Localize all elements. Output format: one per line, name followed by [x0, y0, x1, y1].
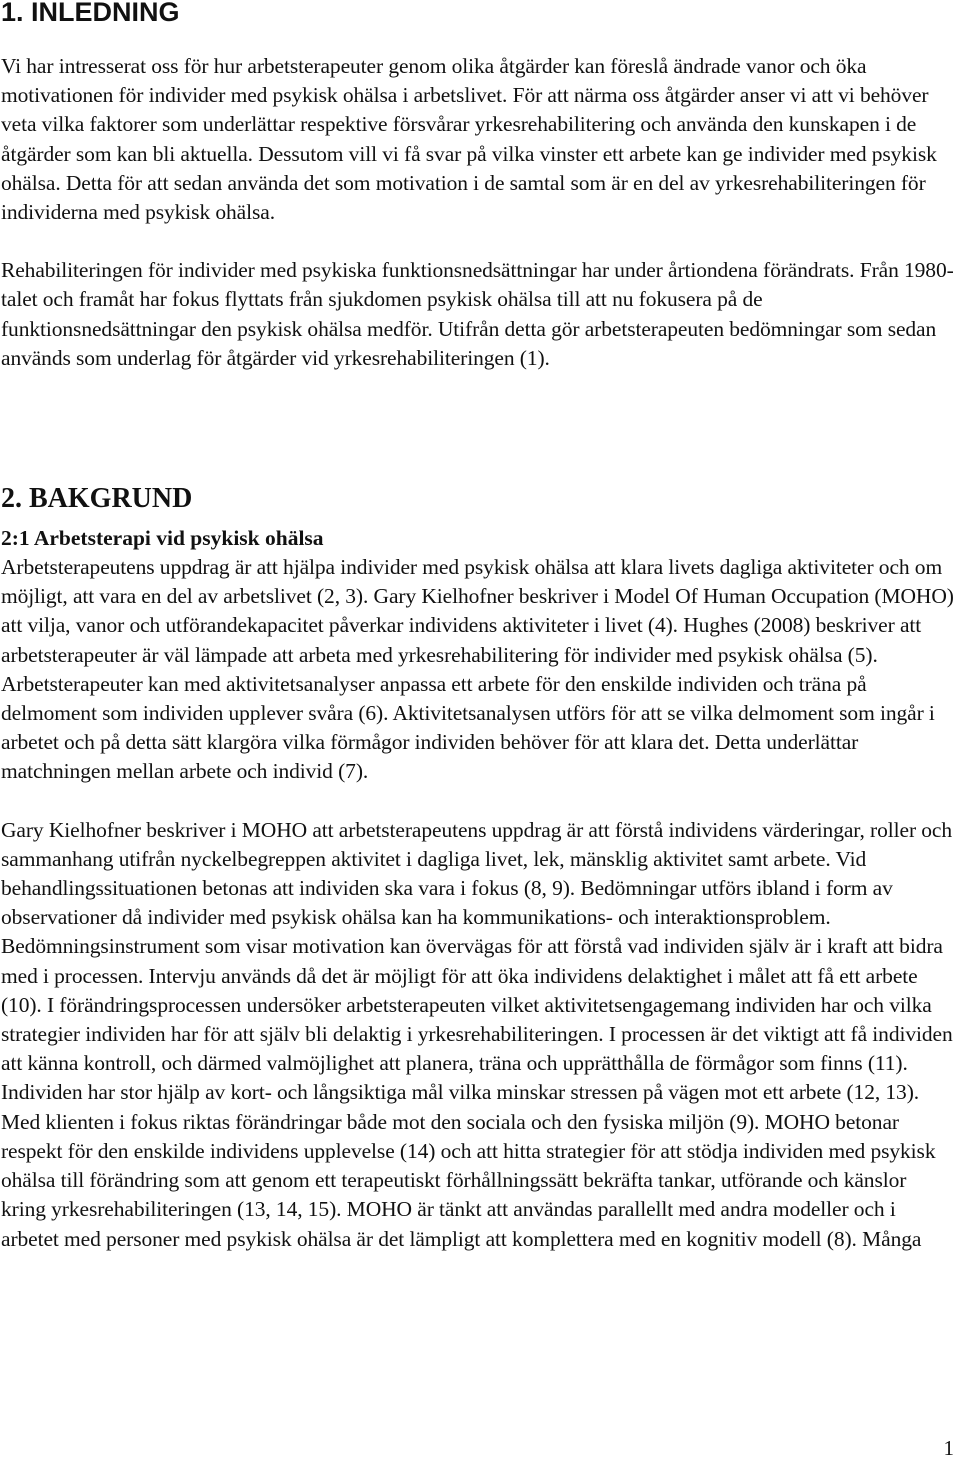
paragraph-bakgrund-2: Gary Kielhofner beskriver i MOHO att arbetsterapeutens uppdrag är att förstå individens värderingar, roller och sammanhang utifrån nyckelbegreppen aktivitet i dagliga livet, lek, mänsklig aktivitet samt arbete. Vid behandlingssituationen betonas att individen ska vara i fokus (8, 9). Bedömningar utförs ibland i form av observationer då individer med psykisk ohälsa kan ha kommunikations- och interaktionsproblem. Bedömningsinstrument som visar motivation kan övervägas för att förstå vad individen själv är i kraft att bidra med i processen. Intervju används då det är möjligt för att öka individens delaktighet i målet att få ett arbete (10). I förändringsprocessen undersöker arbetsterapeuten vilket aktivitetsengagemang individen har och vilka strategier individen har för att själv bli delaktig i yrkesrehabiliteringen. I processen är det viktigt att få individen att känna kontroll, och därmed valmöjlighet att planera, träna och upprätthålla de förmågor som finns (11). Individen har stor hjälp av kort- och långsiktiga mål vilka minskar stressen på vägen mot ett arbete (12, 13). Med klienten i fokus riktas förändringar både mot den sociala och den fysiska miljön (9). MOHO betonar respekt för den enskilde individens upplevelse (14) och att hitta strategier för att stödja individen med psykisk ohälsa till förändring som att genom ett terapeutiskt förhållningssätt bekräfta tankar, utförande och känslor kring yrkesrehabiliteringen (13, 14, 15). MOHO är tänkt att användas parallellt med andra modeller och i arbetet med personer med psykisk ohälsa är det lämpligt att komplettera med en kognitiv modell (8). Många — [1, 817, 953, 1251]
section-spacer — [1, 402, 956, 482]
document-body — [1, 0, 956, 1254]
paragraph-inledning-2: Rehabiliteringen för individer med psykiska funktionsnedsättningar har under årtiondena förändrats. Från 1980-talet och framåt har fokus flyttats från sjukdomen psykisk ohälsa till att nu fokusera på de funktionsnedsättningar den psykisk ohälsa medför. Utifrån detta gör arbetsterapeuten bedömningar som sedan används som underlag för åtgärder vid yrkesrehabiliteringen (1). — [1, 258, 954, 370]
page-number: 1 — [943, 1436, 954, 1460]
section-heading-inledning: 1. INLEDNING — [1, 0, 180, 27]
subsection-heading-arbetsterapi: 2:1 Arbetsterapi vid psykisk ohälsa — [1, 526, 324, 551]
paragraph-bakgrund-1: Arbetsterapeutens uppdrag är att hjälpa individer med psykisk ohälsa att klara livets dagliga aktiviteter och om möjligt, att vara en del av arbetslivet (2, 3). Gary Kielhofner beskriver i Model Of Human Occupation (MOHO) att vilja, vanor och utförandekapacitet påverkar individens aktiviteter i livet (4). Hughes (2008) beskriver att arbetsterapeuter är väl lämpade att arbeta med yrkesrehabilitering för individer med psykisk ohälsa (5). Arbetsterapeuter kan med aktivitetsanalyser anpassa ett arbete för den enskilde individen och träna på delmoment som individen upplever svåra (6). Aktivitetsanalysen utförs för att se vilka delmoment som ingår i arbetet och på detta sätt klargöra vilka förmågor individen behöver för att klara det. Detta underlättar matchningen mellan arbete och individ (7). — [1, 555, 954, 784]
section-heading-bakgrund: 2. BAKGRUND — [1, 483, 193, 515]
paragraph-inledning-1: Vi har intresserat oss för hur arbetsterapeuter genom olika åtgärder kan föreslå ändrade vanor och öka motivationen för individer med psykisk ohälsa i arbetslivet. För att närma oss åtgärder anser vi att vi behöver veta vilka faktorer som underlättar respektive försvårar yrkesrehabilitering och använda den kunskapen i de åtgärder som kan bli aktuella. Dessutom vill vi få svar på vilka vinster ett arbete kan ge individer med psykisk ohälsa. Detta för att sedan använda det som motivation i de samtal som är en del av yrkesrehabiliteringen för individerna med psykisk ohälsa. — [1, 54, 937, 225]
